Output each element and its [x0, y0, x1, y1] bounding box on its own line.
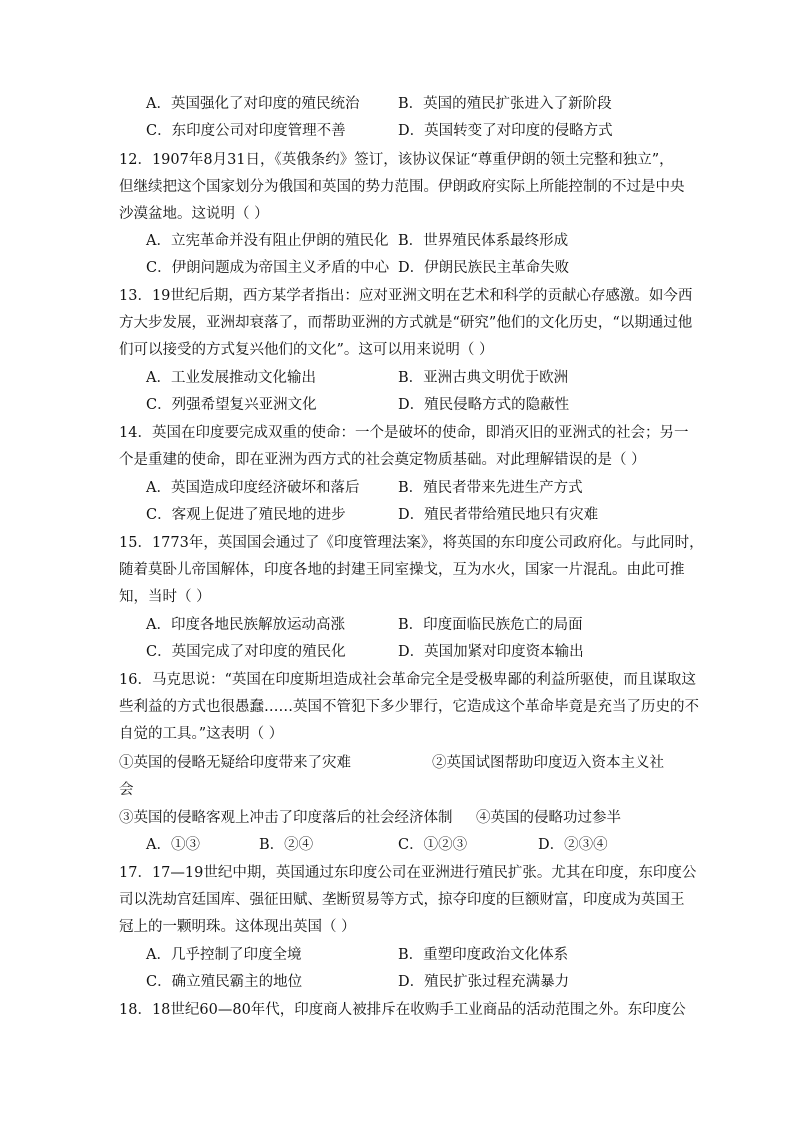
- q18-stem-line-1: 18．18世纪60—80年代，印度商人被排斥在收购手工业商品的活动范围之外。东印度公: [119, 1002, 686, 1018]
- q15-stem-line-3: 知，当时（ ）: [119, 589, 211, 605]
- q16-option-d: D．②③④: [538, 837, 608, 853]
- q16-option-a: A．①③: [146, 837, 200, 853]
- q13-stem-line-2: 方大步发展，亚洲却衰落了，而帮助亚洲的方式就是“研究”他们的文化历史，“以期通过他: [119, 315, 693, 331]
- q17-option-a: A．几乎控制了印度全境: [146, 947, 302, 963]
- q16-item-4: ④英国的侵略功过参半: [476, 810, 621, 826]
- q13-option-c: C．列强希望复兴亚洲文化: [146, 397, 317, 413]
- q16-item-2: ②英国试图帮助印度迈入资本主义社: [432, 755, 664, 771]
- q11-option-d: D．英国转变了对印度的侵略方式: [398, 123, 613, 139]
- q16-item-1: ①英国的侵略无疑给印度带来了灾难: [119, 755, 351, 771]
- q16-option-c: C．①②③: [398, 837, 468, 853]
- q15-stem-line-2: 随着莫卧儿帝国解体，印度各地的封建王同室操戈，互为水火，国家一片混乱。由此可推: [119, 562, 685, 578]
- q14-option-b: B．殖民者带来先进生产方式: [398, 480, 583, 496]
- q12-stem-line-1: 12．1907年8月31日，《英俄条约》签订，该协议保证“尊重伊朗的领土完整和独立”，: [119, 152, 674, 168]
- q15-option-b: B．印度面临民族危亡的局面: [398, 617, 583, 633]
- q15-stem-line-1: 15．1773年，英国国会通过了《印度管理法案》，将英国的东印度公司政府化。与此同时，: [119, 535, 704, 551]
- q14-option-c: C．客观上促进了殖民地的进步: [146, 507, 346, 523]
- q15-option-a: A．印度各地民族解放运动高涨: [146, 617, 345, 633]
- q13-stem-line-3: 们可以接受的方式复兴他们的文化”。这可以用来说明（ ）: [119, 342, 494, 358]
- q14-stem-line-1: 14．英国在印度要完成双重的使命：一个是破坏的使命，即消灭旧的亚洲式的社会；另一: [119, 425, 689, 441]
- q16-stem-line-2: 些利益的方式也很愚蠢……英国不管犯下多少罪行，它造成这个革命毕竟是充当了历史的不: [119, 699, 699, 715]
- q17-option-b: B．重塑印度政治文化体系: [398, 947, 569, 963]
- q17-stem-line-2: 司以洗劫宫廷国库、强征田赋、垄断贸易等方式，掠夺印度的巨额财富，印度成为英国王: [119, 892, 685, 908]
- q13-stem-line-1: 13．19世纪后期，西方某学者指出：应对亚洲文明在艺术和科学的贡献心存感激。如今西: [119, 288, 693, 304]
- q16-stem-line-3: 自觉的工具。”这表明（ ）: [119, 726, 284, 742]
- q17-stem-line-1: 17．17—19世纪中期，英国通过东印度公司在亚洲进行殖民扩张。尤其在印度，东印度公: [119, 865, 697, 881]
- q11-option-c: C．东印度公司对印度管理不善: [146, 123, 346, 139]
- q11-option-b: B．英国的殖民扩张进入了新阶段: [398, 96, 612, 112]
- q17-option-c: C．确立殖民霸主的地位: [146, 974, 303, 990]
- q12-option-a: A．立宪革命并没有阻止伊朗的殖民化: [146, 233, 389, 249]
- q17-option-d: D．殖民扩张过程充满暴力: [398, 974, 570, 990]
- q13-option-b: B．亚洲古典文明优于欧洲: [398, 370, 569, 386]
- q16-item-2-continued: 会: [119, 782, 134, 798]
- q16-option-b: B．②④: [259, 837, 314, 853]
- q13-option-a: A．工业发展推动文化输出: [146, 370, 316, 386]
- q13-option-d: D．殖民侵略方式的隐蔽性: [398, 397, 570, 413]
- q12-stem-line-2: 但继续把这个国家划分为俄国和英国的势力范围。伊朗政府实际上所能控制的不过是中央: [119, 179, 685, 195]
- q14-stem-line-2: 个是重建的使命，即在亚洲为西方式的社会奠定物质基础。对此理解错误的是（ ）: [119, 452, 646, 468]
- q11-option-a: A．英国强化了对印度的殖民统治: [146, 96, 360, 112]
- q12-stem-line-3: 沙漠盆地。这说明（ ）: [119, 206, 269, 222]
- q17-stem-line-3: 冠上的一颗明珠。这体现出英国（ ）: [119, 919, 356, 935]
- q12-option-b: B．世界殖民体系最终形成: [398, 233, 569, 249]
- q14-option-d: D．殖民者带给殖民地只有灾难: [398, 507, 599, 523]
- q12-option-d: D．伊朗民族民主革命失败: [398, 260, 570, 276]
- q15-option-d: D．英国加紧对印度资本输出: [398, 644, 584, 660]
- q12-option-c: C．伊朗问题成为帝国主义矛盾的中心: [146, 260, 390, 276]
- q16-item-3: ③英国的侵略客观上冲击了印度落后的社会经济体制: [119, 810, 453, 826]
- q16-stem-line-1: 16．马克思说：“英国在印度斯坦造成社会革命完全是受极卑鄙的利益所驱使，而且谋取这: [119, 672, 696, 688]
- q15-option-c: C．英国完成了对印度的殖民化: [146, 644, 346, 660]
- q14-option-a: A．英国造成印度经济破坏和落后: [146, 480, 360, 496]
